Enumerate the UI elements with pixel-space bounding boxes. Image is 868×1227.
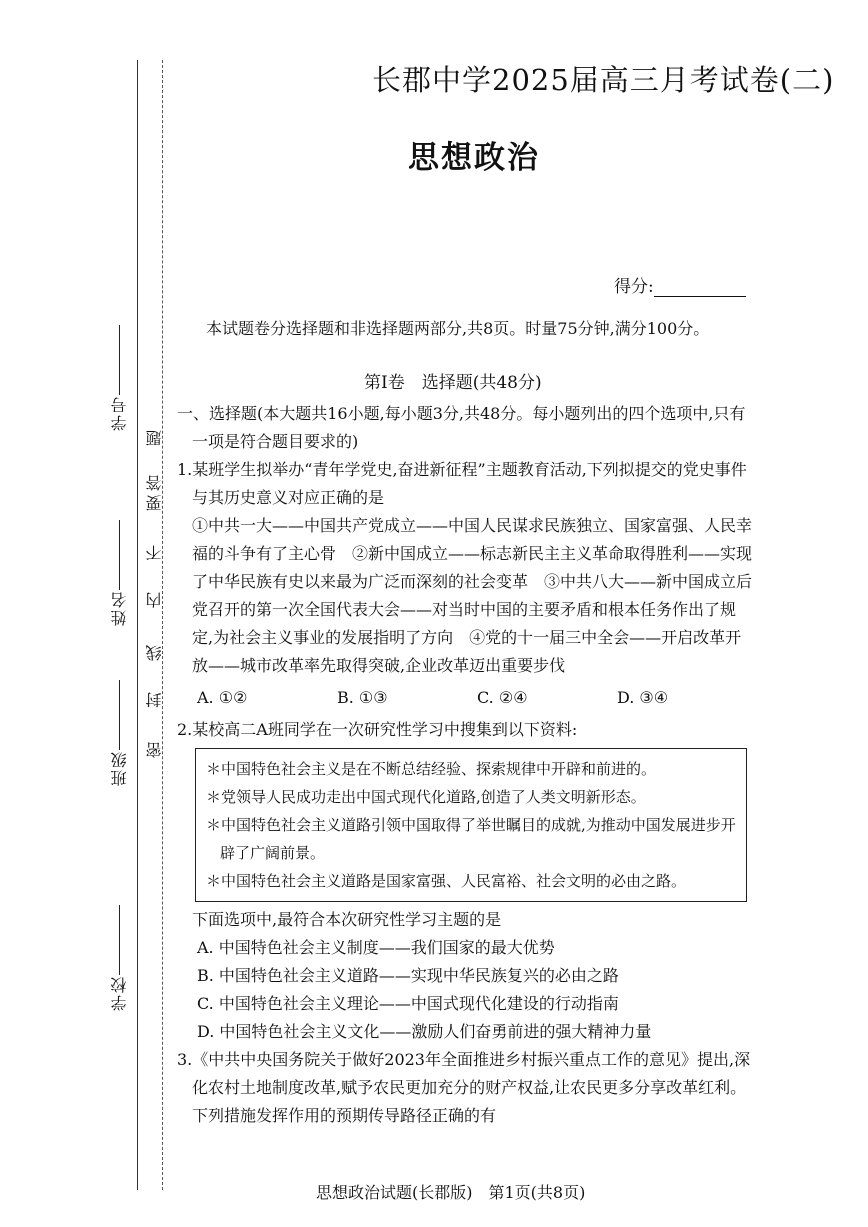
name-field xyxy=(108,520,131,626)
school-label: 学校 xyxy=(110,975,129,1011)
number-label: 学号 xyxy=(110,395,129,431)
score-blank xyxy=(654,280,746,297)
seal-char: 不 xyxy=(145,545,164,561)
material-item: ＊中国特色社会主义是在不断总结经验、探索规律中开辟和前进的。 xyxy=(206,760,657,778)
number-field xyxy=(108,325,131,431)
seal-char: 密 xyxy=(145,742,164,758)
question-1-body: ①中共一大——中国共产党成立——中国人民谋求民族独立、国家富强、人民幸福的斗争有了主心骨 ②新中国成立——标志新民主主义革命取得胜利——实现了中华民族有史以来最为广泛而深刻的社会变革 ③中共八大——新中国成立后党召开的第一次全国代表大会——对当时中国的主要矛盾和根本任务作出了规定,为社会主义事业的发展指明了方向 ④党的十一届三中全会——开启改革开放——城市改革率先取得突破,企业改革迈出重要步伐 xyxy=(192,516,753,675)
question-2-material-box xyxy=(195,748,747,902)
part-heading: 一、选择题(本大题共16小题,每小题3分,共48分。每小题列出的四个选项中,只有一项是符合题目要求的) xyxy=(177,404,746,451)
option-d: D. 中国特色社会主义文化——激励人们奋勇前进的强大精神力量 xyxy=(197,1022,652,1041)
option-a: A. ①② xyxy=(197,688,248,707)
seal-char: 内 xyxy=(145,592,164,608)
score-label: 得分: xyxy=(614,277,654,297)
material-item: ＊党领导人民成功走出中国式现代化道路,创造了人类文明新形态。 xyxy=(206,788,646,806)
material-item: ＊中国特色社会主义道路引领中国取得了举世瞩目的成就,为推动中国发展进步开辟了广阔前景。 xyxy=(206,816,736,862)
binding-margin xyxy=(0,0,175,1227)
material-item: ＊中国特色社会主义道路是国家富强、人民富裕、社会文明的必由之路。 xyxy=(206,872,687,890)
exam-title: 长郡中学2025届高三月考试卷(二) xyxy=(372,63,835,97)
subject-title: 思想政治 xyxy=(408,140,540,176)
question-2-stem: 2.某校高二A班同学在一次研究性学习中搜集到以下资料: xyxy=(177,720,578,739)
option-c: C. ②④ xyxy=(477,688,528,707)
question-3-stem: 3.《中共中央国务院关于做好2023年全面推进乡村振兴重点工作的意见》提出,深化农村土地制度改革,赋予农民更加充分的财产权益,让农民更多分享改革红利。下列措施发挥作用的预期传导路径正确的有 xyxy=(177,1050,751,1125)
number-blank xyxy=(120,325,121,395)
question-1-options xyxy=(177,684,757,712)
option-d: D. ③④ xyxy=(617,688,669,707)
seal-char: 题 xyxy=(145,430,164,446)
school-blank xyxy=(120,905,121,975)
seal-char: 封 xyxy=(145,692,164,708)
option-b: B. 中国特色社会主义道路——实现中华民族复兴的必由之路 xyxy=(197,966,619,985)
seal-char: 要 xyxy=(145,495,164,511)
margin-dotted-line xyxy=(162,60,163,1190)
option-a: A. 中国特色社会主义制度——我们国家的最大优势 xyxy=(197,938,555,957)
class-blank xyxy=(120,680,121,750)
option-b: B. ①③ xyxy=(337,688,388,707)
seal-char: 答 xyxy=(145,475,164,491)
score-field xyxy=(614,272,746,297)
question-1-stem: 1.某班学生拟举办“青年学党史,奋进新征程”主题教育活动,下列拟提交的党史事件与其历史意义对应正确的是 xyxy=(177,460,747,507)
name-label: 姓名 xyxy=(110,590,129,626)
question-area xyxy=(177,400,757,1130)
exam-instructions: 本试题卷分选择题和非选择题两部分,共8页。时量75分钟,满分100分。 xyxy=(206,319,710,338)
class-field xyxy=(108,680,131,786)
section-title: 第Ⅰ卷 选择题(共48分) xyxy=(364,373,542,393)
seal-char: 线 xyxy=(145,645,164,661)
page-footer: 思想政治试题(长郡版) 第1页(共8页) xyxy=(316,1183,586,1202)
margin-solid-line xyxy=(137,60,138,1190)
class-label: 班级 xyxy=(110,750,129,786)
option-c: C. 中国特色社会主义理论——中国式现代化建设的行动指南 xyxy=(197,994,619,1013)
question-2-question: 下面选项中,最符合本次研究性学习主题的是 xyxy=(192,910,502,929)
school-field xyxy=(108,905,131,1011)
name-blank xyxy=(120,520,121,590)
